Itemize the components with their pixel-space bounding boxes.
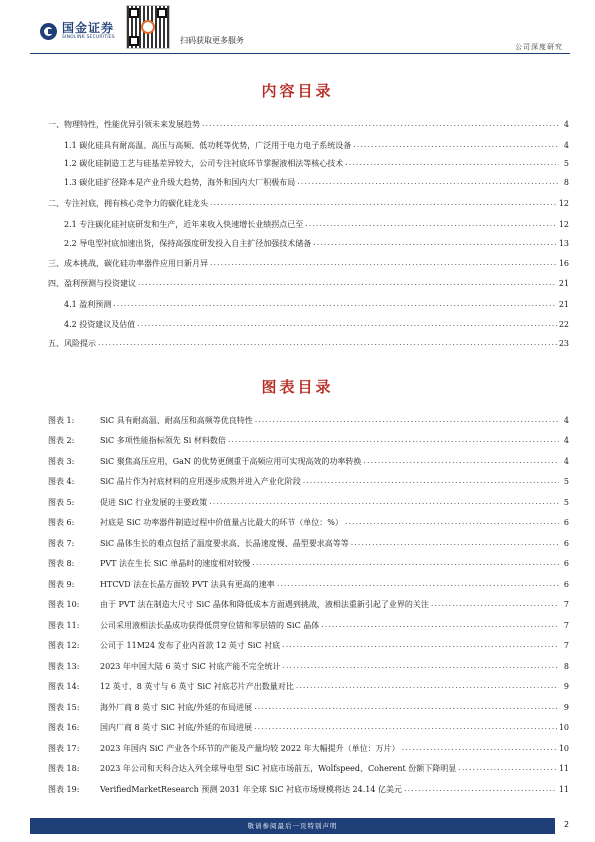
figure-entry[interactable]: 图表 8: PVT 法在生长 SiC 单晶时的速度相对较慢 ..... 6 <box>48 556 569 570</box>
contents-title: 内容目录 <box>261 82 334 100</box>
footer-disclaimer: 敬请参阅最后一页特别声明 <box>247 822 338 830</box>
figure-entry[interactable]: 图表 15: 海外厂商 8 英寸 SiC 衬底/外延的布局进展 ..... 9 <box>48 700 569 714</box>
company-logo <box>40 22 115 41</box>
logo-icon <box>40 23 57 40</box>
toc-entry[interactable]: 二、专注衬底，拥有核心竞争力的碳化硅龙头 ..... 12 <box>48 196 569 210</box>
header-divider <box>30 53 570 54</box>
logo-name-en: SINOLINK SECURITIES <box>62 35 115 40</box>
figure-entry[interactable]: 图表 13: 2023 年中国大陆 6 英寸 SiC 衬底产能不完全统计 ..... 8 <box>48 659 569 673</box>
toc-entry[interactable]: 2.1 专注碳化硅衬底研发和生产，近年来收入快速增长业绩拐点已至 ..... 12 <box>64 217 569 231</box>
figure-entry[interactable]: 图表 5: 促进 SiC 行业发展的主要政策 ..... 5 <box>48 495 569 509</box>
figure-entry[interactable]: 图表 7: SiC 晶体生长的难点包括了温度要求高、长晶速度慢、晶型要求高等等 ..... 6 <box>48 536 569 550</box>
figure-entry[interactable]: 图表 1: SiC 具有耐高温、耐高压和高频等优良特性 ..... 4 <box>48 413 569 427</box>
qr-caption: 扫码获取更多服务 <box>180 36 244 45</box>
page-number: 2 <box>564 820 570 829</box>
toc-entry[interactable]: 一、物理特性，性能优异引领未来发展趋势 ..... 4 <box>48 117 569 131</box>
figure-entry[interactable]: 图表 16: 国内厂商 8 英寸 SiC 衬底/外延的布局进展 ..... 10 <box>48 720 569 734</box>
figure-entry[interactable]: 图表 10: 由于 PVT 法在制造大尺寸 SiC 晶体和降低成本方面遇到挑战，液相法重新引起了业界的关注 ..... 7 <box>48 597 569 611</box>
toc-entry[interactable]: 三、成本挑战，碳化硅功率器件应用日新月异 ..... 16 <box>48 256 569 270</box>
figure-entry[interactable]: 图表 14: 12 英寸、8 英寸与 6 英寸 SiC 衬底芯片产出数量对比 ..... 9 <box>48 679 569 693</box>
figure-entry[interactable]: 图表 9: HTCVD 法在长晶方面较 PVT 法具有更高的速率 ..... 6 <box>48 577 569 591</box>
toc-entry[interactable]: 4.2 投资建议及估值 ..... 22 <box>64 317 569 331</box>
figure-entry[interactable]: 图表 18: 2023 年公司和天科合达入列全球导电型 SiC 衬底市场前五，Wolfspeed、Coherent 份额下降明显 ..... 11 <box>48 761 569 775</box>
toc-entry[interactable]: 1.2 碳化硅制造工艺与硅基差异较大，公司专注衬底环节掌握液相法等核心技术 ..... 5 <box>64 156 569 170</box>
toc-entry[interactable]: 2.2 导电型衬底加速出货，保持高强度研发投入自主扩径加强技术储备 ..... 13 <box>64 236 569 250</box>
figures-title: 图表目录 <box>261 378 334 396</box>
toc-entry[interactable]: 4.1 盈利预测 ..... 21 <box>64 297 569 311</box>
figure-entry[interactable]: 图表 12: 公司于 11M24 发布了业内首款 12 英寸 SiC 衬底 ..... 7 <box>48 638 569 652</box>
page-header <box>0 0 595 52</box>
logo-name-cn: 国金证券 <box>62 21 115 35</box>
qr-code-icon[interactable] <box>126 5 170 49</box>
figure-entry[interactable]: 图表 11: 公司采用液相法长晶成功获得低贯穿位错和零层错的 SiC 晶体 ..... 7 <box>48 618 569 632</box>
figure-entry[interactable]: 图表 4: SiC 晶片作为衬底材料的应用逐步成熟并进入产业化阶段 ..... 5 <box>48 474 569 488</box>
toc-entry[interactable]: 1.1 碳化硅具有耐高温、高压与高频、低功耗等优势，广泛用于电力电子系统设备 ..... 4 <box>64 138 569 152</box>
figure-entry[interactable]: 图表 19: VerifiedMarketResearch 预测 2031 年全球 SiC 衬底市场规模将达 24.14 亿美元 ..... 11 <box>48 782 569 796</box>
figure-entry[interactable]: 图表 3: SiC 聚焦高压应用，GaN 的优势更侧重于高频应用可实现高效的功率转换 ..... 4 <box>48 454 569 468</box>
figure-entry[interactable]: 图表 17: 2023 年国内 SiC 产业各个环节的产能及产量均较 2022 年大幅提升（单位：万片） ..... 10 <box>48 741 569 755</box>
document-type: 公司深度研究 <box>515 43 563 51</box>
toc-entry[interactable]: 五、风险提示 ..... 23 <box>48 336 569 350</box>
figure-entry[interactable]: 图表 6: 衬底是 SiC 功率器件制造过程中价值量占比最大的环节（单位：%） ..... 6 <box>48 515 569 529</box>
toc-entry[interactable]: 1.3 碳化硅扩径降本是产业升级大趋势，海外和国内大厂积极布局 ..... 8 <box>64 175 569 189</box>
toc-entry[interactable]: 四、盈利预测与投资建议 ..... 21 <box>48 276 569 290</box>
figure-entry[interactable]: 图表 2: SiC 多项性能指标领先 Si 材料数倍 ..... 4 <box>48 433 569 447</box>
